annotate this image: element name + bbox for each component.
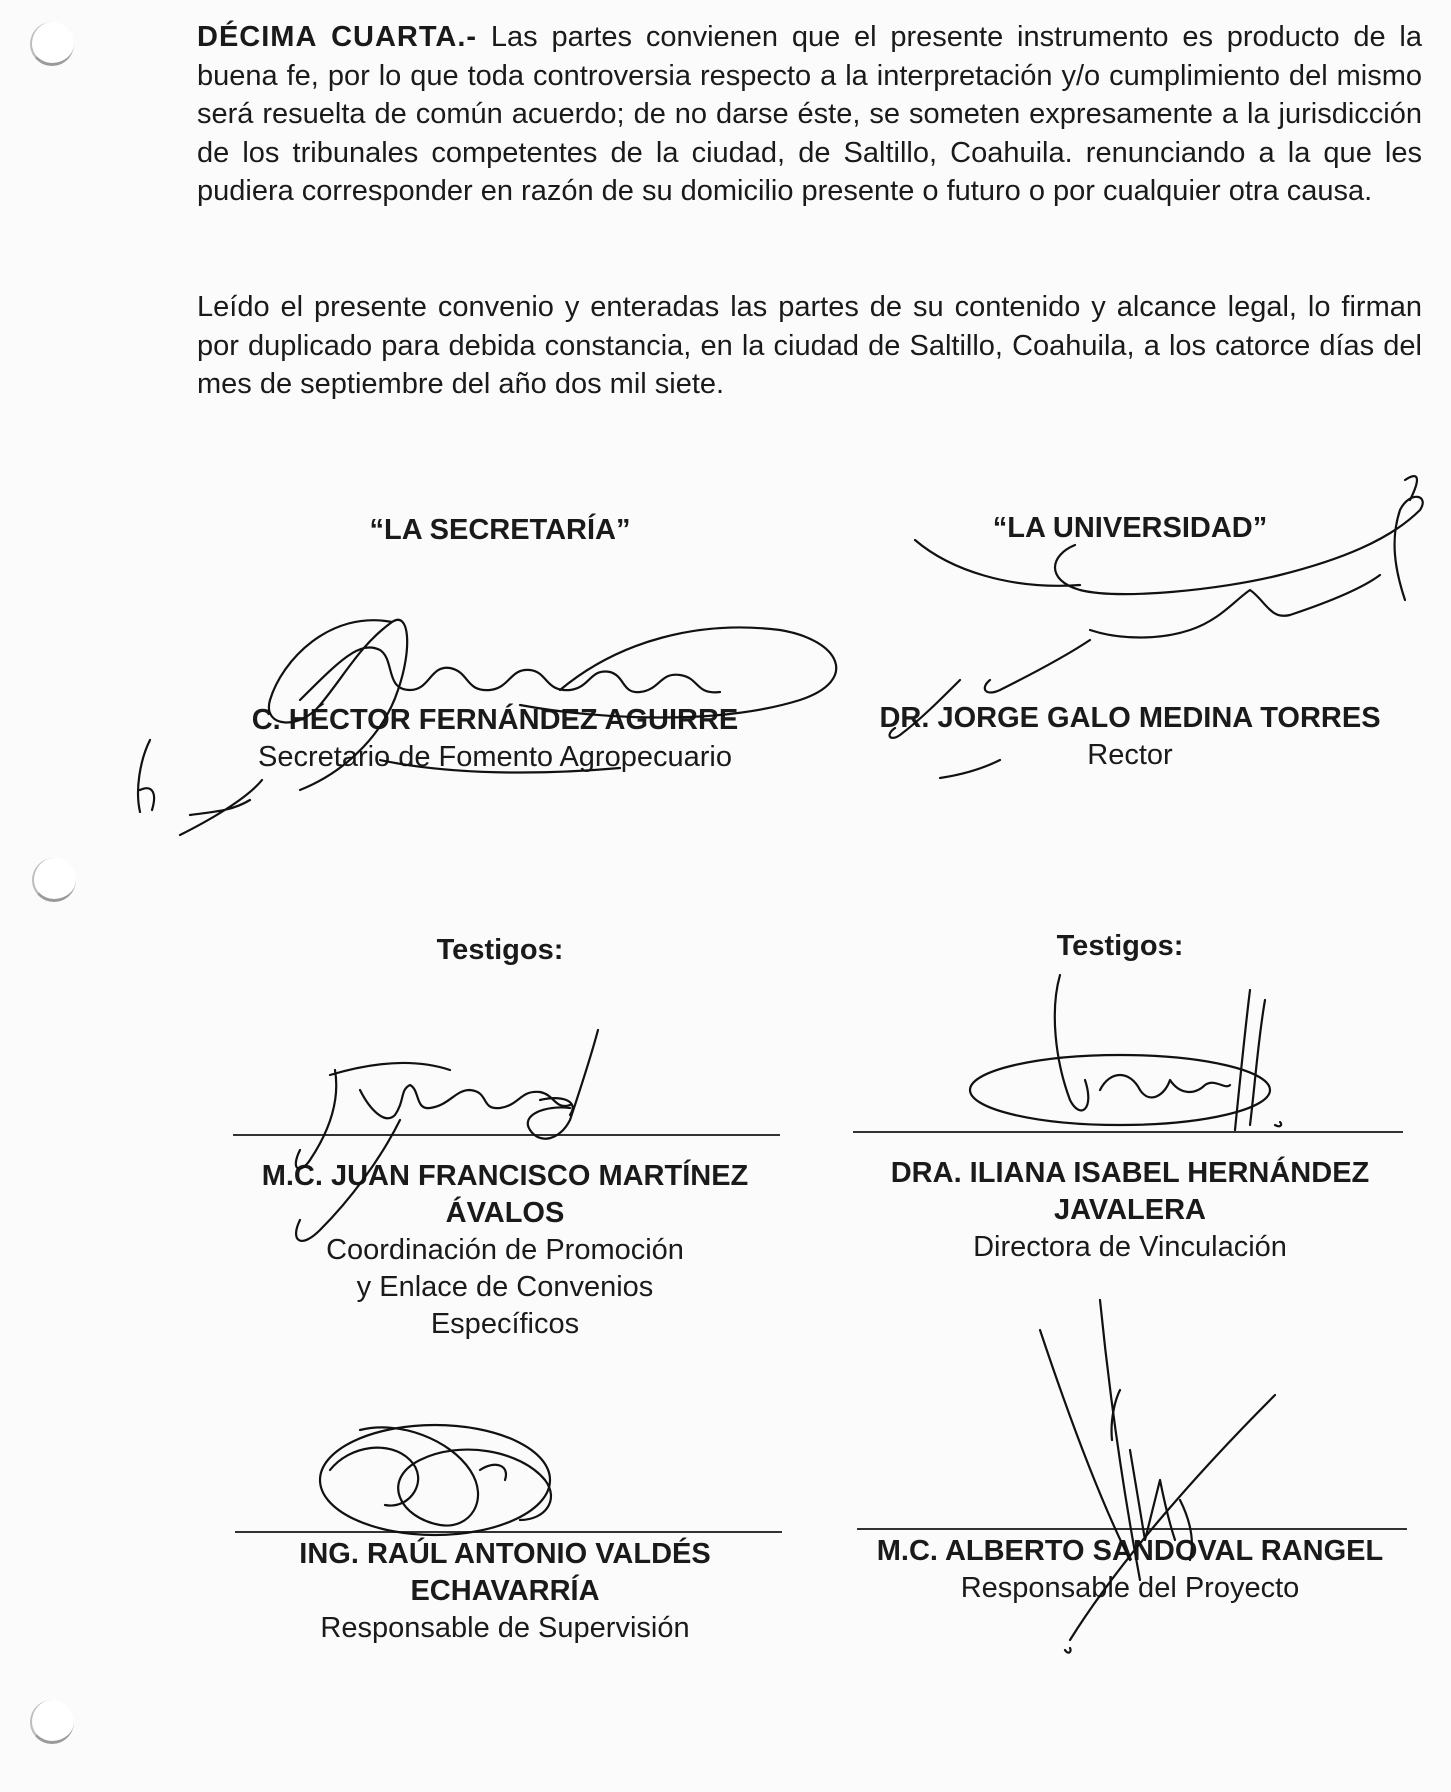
signature-valdes [320, 1425, 551, 1535]
punch-hole-top [30, 22, 74, 66]
clause-body: Las partes convienen que el presente instrumento es producto de la buena fe, por lo que toda controversia respecto a la interpretación y/o cumplimiento del mismo será resuelta de común acuerdo; de no darse éste, se someten expresamente a la jurisdicción de los tribunales competentes de la ciudad, de Saltillo, Coahuila. renunciando a la que les pudiera corresponder en razón de su domicilio presente o futuro o por cualquier otra causa. [197, 21, 1423, 207]
party-title-secretaria: “LA SECRETARÍA” [369, 514, 631, 546]
closing-paragraph: Leído el presente convenio y enteradas las partes de su contenido y alcance legal, lo firman por duplicado para debida constancia, en la ciudad de Saltillo, Coahuila, a los catorce días del mes de septiembre del año dos mil siete. [197, 291, 1422, 400]
witness-name: M.C. JUAN FRANCISCO MARTÍNEZ [261, 1160, 749, 1192]
signatory-name: DR. JORGE GALO MEDINA TORRES [879, 702, 1381, 734]
witnesses-label-right: Testigos: [1056, 930, 1184, 962]
witness-name: JAVALERA [1054, 1194, 1206, 1226]
punch-hole-middle [32, 858, 76, 902]
signatory-role: Rector [1087, 739, 1173, 771]
signature-line [235, 1531, 782, 1533]
punch-hole-bottom [30, 1700, 74, 1744]
signatory-role: Secretario de Fomento Agropecuario [258, 741, 732, 773]
signature-line [853, 1131, 1403, 1133]
clause-title: DÉCIMA CUARTA.- [197, 21, 478, 53]
witnesses-label-left: Testigos: [436, 934, 564, 966]
witness-name: ECHAVARRÍA [410, 1575, 600, 1607]
signatory-secretaria [180, 702, 810, 776]
signatory-name: C. HÉCTOR FERNÁNDEZ AGUIRRE [251, 704, 739, 736]
witness-valdes [200, 1536, 810, 1647]
witness-name: ÁVALOS [445, 1197, 565, 1229]
witness-role: Coordinación de Promoción [326, 1234, 684, 1266]
witness-name: DRA. ILIANA ISABEL HERNÁNDEZ [890, 1157, 1370, 1189]
witness-sandoval [825, 1533, 1435, 1607]
witness-role: Responsable de Supervisión [320, 1612, 690, 1644]
party-secretaria [200, 512, 800, 549]
witness-name: M.C. ALBERTO SANDOVAL RANGEL [876, 1535, 1384, 1567]
party-title-universidad: “LA UNIVERSIDAD” [992, 512, 1268, 544]
signature-line [857, 1528, 1407, 1530]
witness-role: y Enlace de Convenios [356, 1271, 654, 1303]
witness-name: ING. RAÚL ANTONIO VALDÉS [299, 1538, 711, 1570]
party-universidad [830, 510, 1430, 547]
witness-role: Directora de Vinculación [973, 1231, 1287, 1263]
witness-role: Específicos [430, 1308, 580, 1340]
witness-martinez [200, 1158, 810, 1343]
witness-hernandez [825, 1155, 1435, 1266]
signature-line [233, 1134, 780, 1136]
witness-role: Responsable del Proyecto [960, 1572, 1300, 1604]
clause-paragraph [197, 18, 1422, 211]
signature-hernandez [970, 975, 1281, 1130]
signatory-universidad [830, 700, 1430, 774]
